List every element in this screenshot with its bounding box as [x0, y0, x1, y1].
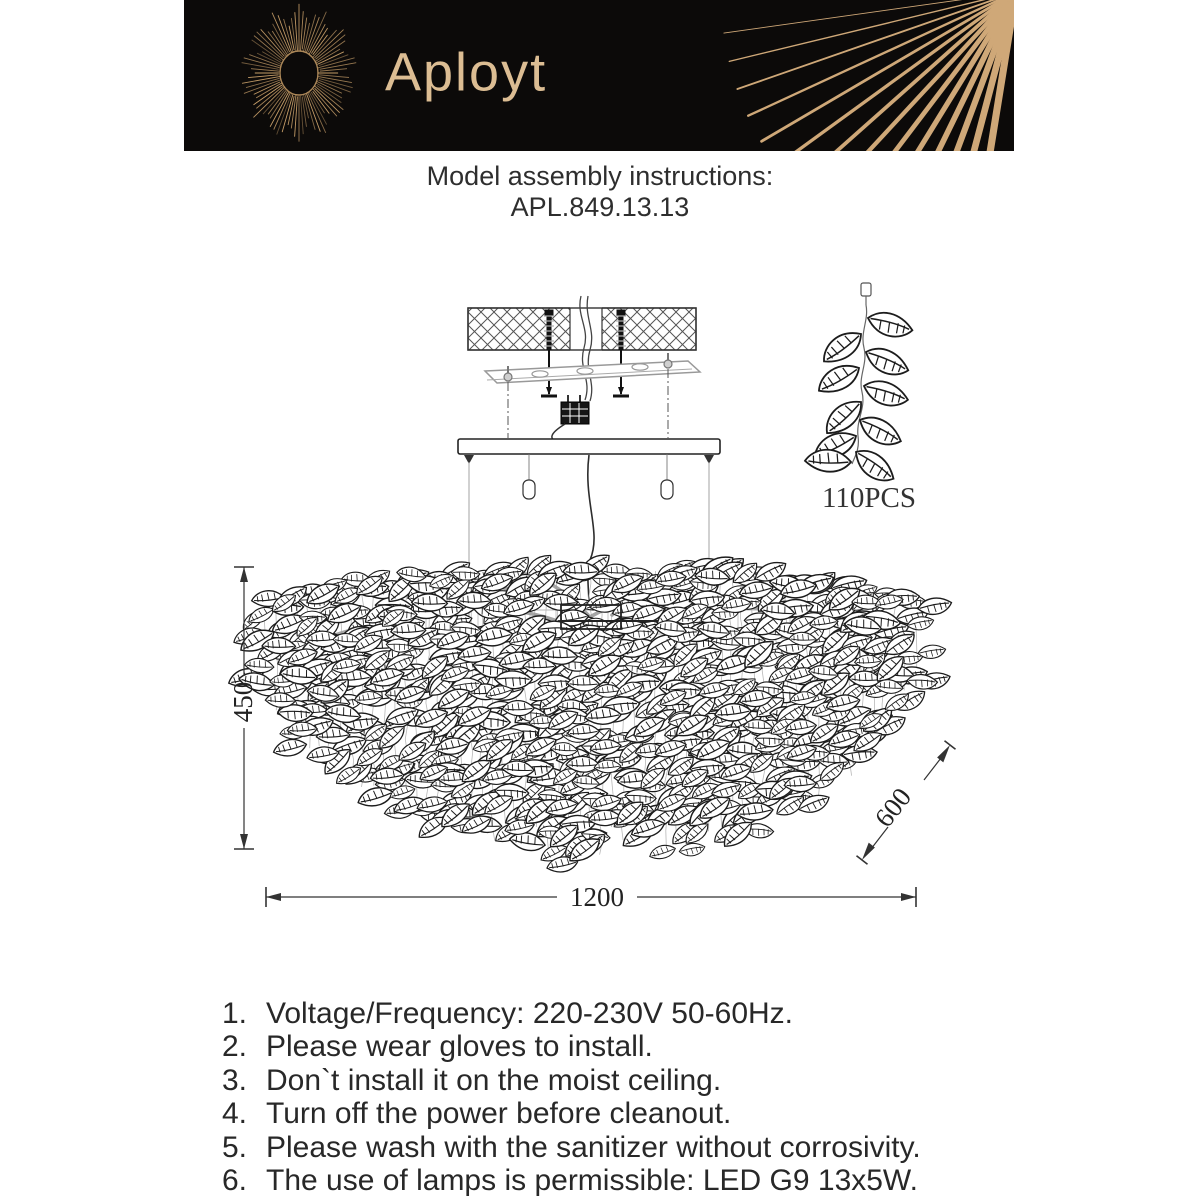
item-number: 6.: [222, 1164, 248, 1198]
item-number: 4.: [222, 1097, 248, 1131]
leaf-strand-detail: [804, 283, 916, 514]
strand-count-label: 110PCS: [821, 482, 917, 514]
item-number: 2.: [222, 1030, 248, 1064]
ceiling-section: [468, 296, 696, 401]
chandelier-leaves: [228, 552, 951, 872]
dim-width-label: 1200: [570, 882, 624, 912]
item-number: 5.: [222, 1130, 248, 1164]
instruction-item: [222, 997, 921, 1030]
terminal-block: [552, 395, 589, 441]
dimension-height: [228, 567, 258, 849]
instruction-item: [222, 1164, 921, 1197]
model-number: APL.849.13.13: [510, 192, 690, 222]
instruction-item: [222, 1097, 921, 1130]
title-line1: Model assembly instructions:: [426, 161, 774, 191]
item-text: Please wear gloves to install.: [266, 1030, 653, 1064]
dim-depth-label: 600: [868, 782, 918, 833]
item-number: 3.: [222, 1063, 248, 1097]
item-text: The use of lamps is permissible: LED G9 13x5W.: [266, 1164, 918, 1198]
dimension-width: [266, 882, 916, 912]
instruction-item: [222, 1131, 921, 1164]
instruction-item: [222, 1030, 921, 1063]
item-text: Turn off the power before cleanout.: [266, 1097, 732, 1131]
instruction-item: [222, 1064, 921, 1097]
dim-height-label: 450: [228, 681, 258, 723]
item-text: Don`t install it on the moist ceiling.: [266, 1063, 722, 1097]
cable-gripper: [523, 480, 535, 499]
cable-gripper: [661, 480, 673, 499]
brand-name: Aployt: [385, 41, 548, 102]
item-number: 1.: [222, 997, 248, 1030]
mounting-bracket: [485, 353, 700, 438]
item-text: Please wash with the sanitizer without corrosivity.: [266, 1130, 921, 1164]
instructions-list: [222, 997, 921, 1197]
item-text: Voltage/Frequency: 220-230V 50-60Hz.: [266, 997, 794, 1030]
